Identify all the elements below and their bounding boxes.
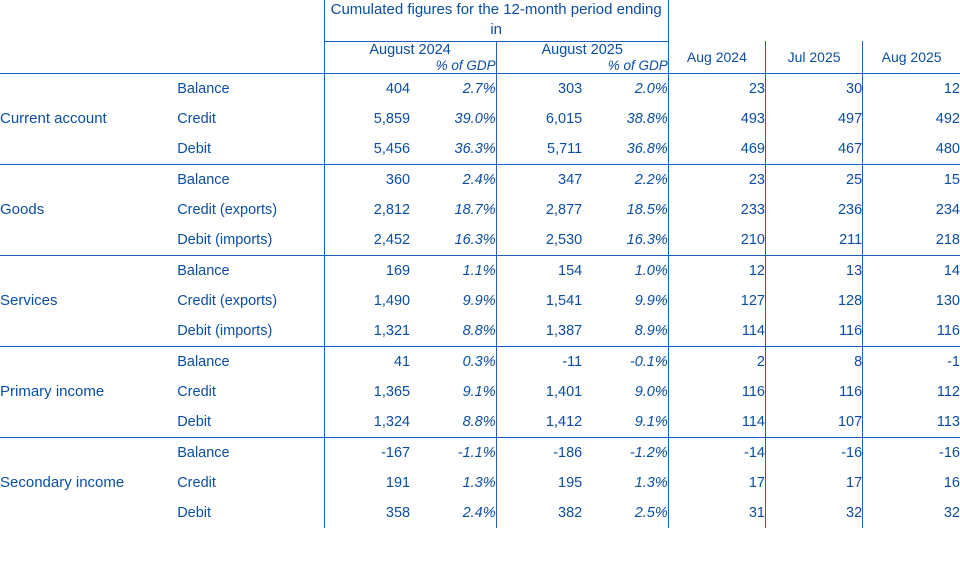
value-month-aug-2024: -14 [668, 437, 765, 468]
pct-gdp-aug-2025: 9.9% [634, 292, 668, 309]
value-month-jul-2025: 107 [765, 407, 862, 438]
row-item-label: Credit [177, 474, 216, 491]
row-group-label: Primary income [0, 346, 177, 437]
value-month-aug-2025: 492 [863, 104, 960, 134]
row-item-label: Balance [177, 164, 324, 195]
value-aug-2025-cumulated: 195 [496, 468, 582, 498]
value-aug-2024-cumulated: 358 [324, 498, 410, 528]
value-month-jul-2025: -16 [765, 437, 862, 468]
value-month-aug-2025: 218 [863, 225, 960, 256]
row-item-label: Debit [177, 504, 212, 521]
value-month-jul-2025: 17 [765, 468, 862, 498]
value-month-jul-2025: 25 [765, 164, 862, 195]
row-item-label: Debit [177, 413, 212, 430]
pct-gdp-aug-2024: 8.8% [462, 413, 496, 430]
pct-gdp-aug-2024: 1.3% [462, 474, 496, 491]
header-spacer [496, 58, 582, 74]
value-month-aug-2024: 114 [668, 316, 765, 347]
pct-gdp-aug-2025: 2.2% [582, 164, 668, 195]
pct-gdp-aug-2025: 2.5% [634, 504, 668, 521]
value-month-jul-2025: 497 [765, 104, 862, 134]
pct-gdp-aug-2024: 16.3% [454, 231, 496, 248]
value-month-aug-2024: 23 [668, 164, 765, 195]
value-aug-2024-cumulated: 169 [324, 255, 410, 286]
value-aug-2025-cumulated: 303 [496, 73, 582, 104]
header-spacer [0, 0, 177, 41]
value-month-aug-2024: 469 [668, 134, 765, 165]
value-month-aug-2024: 12 [668, 255, 765, 286]
header-spacer [324, 58, 410, 74]
row-group-label: Services [0, 255, 177, 346]
value-month-aug-2025: 234 [863, 195, 960, 225]
value-month-aug-2024: 233 [668, 195, 765, 225]
value-month-jul-2025: 116 [765, 316, 862, 347]
month-header-aug-2025: Aug 2025 [863, 41, 960, 73]
value-aug-2024-cumulated: 2,452 [324, 225, 410, 256]
row-item-label: Debit (imports) [177, 322, 273, 339]
pct-gdp-aug-2024: 2.7% [410, 73, 496, 104]
value-aug-2025-cumulated: 2,877 [496, 195, 582, 225]
pct-gdp-aug-2024: 1.1% [410, 255, 496, 286]
value-aug-2025-cumulated: 154 [496, 255, 582, 286]
table-body [0, 73, 960, 528]
pct-gdp-aug-2024: 2.4% [462, 504, 496, 521]
value-month-aug-2025: 15 [863, 164, 960, 195]
header-row-title [0, 0, 960, 41]
value-month-aug-2025: 14 [863, 255, 960, 286]
value-month-aug-2024: 17 [668, 468, 765, 498]
pct-gdp-aug-2025: 8.9% [634, 322, 668, 339]
value-month-jul-2025: 13 [765, 255, 862, 286]
value-aug-2024-cumulated: 1,490 [324, 286, 410, 316]
value-aug-2024-cumulated: 5,859 [324, 104, 410, 134]
value-month-jul-2025: 8 [765, 346, 862, 377]
header-spacer [863, 0, 960, 41]
value-aug-2024-cumulated: -167 [324, 437, 410, 468]
value-month-aug-2025: -1 [863, 346, 960, 377]
header-spacer [668, 0, 765, 41]
period-label-august-2024: August 2024 [324, 41, 496, 58]
pct-of-gdp-label-2025: % of GDP [582, 58, 668, 74]
pct-gdp-aug-2024: 2.4% [410, 164, 496, 195]
row-item-label: Credit [177, 383, 216, 400]
table-header [0, 0, 960, 73]
value-month-jul-2025: 116 [765, 377, 862, 407]
value-aug-2024-cumulated: 1,365 [324, 377, 410, 407]
row-group-label: Secondary income [0, 437, 177, 528]
month-header-aug-2024: Aug 2024 [668, 41, 765, 73]
header-spacer [0, 58, 177, 74]
value-aug-2024-cumulated: 191 [324, 468, 410, 498]
value-aug-2025-cumulated: -186 [496, 437, 582, 468]
pct-gdp-aug-2025: 1.0% [582, 255, 668, 286]
value-month-aug-2025: 130 [863, 286, 960, 316]
table-row [0, 437, 960, 468]
value-month-aug-2025: 112 [863, 377, 960, 407]
value-month-jul-2025: 128 [765, 286, 862, 316]
value-month-aug-2024: 210 [668, 225, 765, 256]
row-item-label: Balance [177, 73, 324, 104]
value-month-aug-2025: -16 [863, 437, 960, 468]
row-item-label: Balance [177, 255, 324, 286]
pct-gdp-aug-2024: 8.8% [462, 322, 496, 339]
value-aug-2025-cumulated: 1,401 [496, 377, 582, 407]
pct-gdp-aug-2025: -1.2% [582, 437, 668, 468]
value-aug-2025-cumulated: 2,530 [496, 225, 582, 256]
row-group-label: Goods [0, 164, 177, 255]
row-item-label: Credit (exports) [177, 292, 278, 309]
value-month-aug-2024: 493 [668, 104, 765, 134]
header-spacer [177, 41, 324, 58]
value-aug-2025-cumulated: 347 [496, 164, 582, 195]
value-month-aug-2024: 31 [668, 498, 765, 528]
pct-gdp-aug-2024: 39.0% [454, 110, 496, 127]
value-month-jul-2025: 211 [765, 225, 862, 256]
value-aug-2025-cumulated: 6,015 [496, 104, 582, 134]
value-month-jul-2025: 236 [765, 195, 862, 225]
pct-gdp-aug-2025: 16.3% [626, 231, 668, 248]
table-row [0, 73, 960, 104]
pct-gdp-aug-2025: 18.5% [626, 201, 668, 218]
row-item-label: Balance [177, 437, 324, 468]
value-month-aug-2025: 16 [863, 468, 960, 498]
row-group-label: Current account [0, 73, 177, 164]
pct-gdp-aug-2025: 38.8% [626, 110, 668, 127]
table-row [0, 255, 960, 286]
value-aug-2024-cumulated: 2,812 [324, 195, 410, 225]
pct-gdp-aug-2024: 0.3% [410, 346, 496, 377]
value-month-aug-2025: 480 [863, 134, 960, 165]
pct-gdp-aug-2024: 18.7% [454, 201, 496, 218]
value-aug-2025-cumulated: 1,412 [496, 407, 582, 438]
value-month-aug-2025: 32 [863, 498, 960, 528]
value-aug-2024-cumulated: 1,321 [324, 316, 410, 347]
pct-gdp-aug-2024: 9.1% [462, 383, 496, 400]
value-aug-2024-cumulated: 41 [324, 346, 410, 377]
row-item-label: Credit (exports) [177, 201, 278, 218]
pct-gdp-aug-2025: 1.3% [634, 474, 668, 491]
row-item-label: Balance [177, 346, 324, 377]
value-month-jul-2025: 467 [765, 134, 862, 165]
value-month-aug-2024: 2 [668, 346, 765, 377]
header-spacer [765, 0, 862, 41]
table-row [0, 346, 960, 377]
row-item-label: Debit [177, 140, 212, 157]
value-month-aug-2024: 127 [668, 286, 765, 316]
header-spacer [177, 0, 324, 41]
pct-gdp-aug-2024: 9.9% [462, 292, 496, 309]
value-aug-2025-cumulated: 382 [496, 498, 582, 528]
pct-gdp-aug-2024: -1.1% [410, 437, 496, 468]
value-aug-2025-cumulated: 1,387 [496, 316, 582, 347]
value-month-aug-2024: 114 [668, 407, 765, 438]
pct-gdp-aug-2024: 36.3% [454, 140, 496, 157]
value-month-aug-2025: 113 [863, 407, 960, 438]
pct-gdp-aug-2025: 2.0% [582, 73, 668, 104]
row-item-label: Credit [177, 110, 216, 127]
value-aug-2025-cumulated: 1,541 [496, 286, 582, 316]
value-aug-2024-cumulated: 1,324 [324, 407, 410, 438]
table-row [0, 164, 960, 195]
pct-gdp-aug-2025: -0.1% [582, 346, 668, 377]
period-label-august-2025: August 2025 [496, 41, 668, 58]
pct-gdp-aug-2025: 9.1% [634, 413, 668, 430]
value-month-aug-2025: 116 [863, 316, 960, 347]
value-month-jul-2025: 30 [765, 73, 862, 104]
header-spacer [177, 58, 324, 74]
pct-gdp-aug-2025: 9.0% [634, 383, 668, 400]
pct-of-gdp-label-2024: % of GDP [410, 58, 496, 74]
value-aug-2025-cumulated: -11 [496, 346, 582, 377]
value-aug-2025-cumulated: 5,711 [496, 134, 582, 165]
value-month-aug-2025: 12 [863, 73, 960, 104]
month-header-jul-2025: Jul 2025 [765, 41, 862, 73]
value-aug-2024-cumulated: 360 [324, 164, 410, 195]
header-spacer [0, 41, 177, 58]
header-row-periods [0, 41, 960, 58]
value-month-aug-2024: 116 [668, 377, 765, 407]
value-aug-2024-cumulated: 5,456 [324, 134, 410, 165]
value-month-aug-2024: 23 [668, 73, 765, 104]
pct-gdp-aug-2025: 36.8% [626, 140, 668, 157]
row-item-label: Debit (imports) [177, 231, 273, 248]
value-month-jul-2025: 32 [765, 498, 862, 528]
cumulated-period-title: Cumulated figures for the 12-month period ending in [324, 0, 668, 41]
value-aug-2024-cumulated: 404 [324, 73, 410, 104]
